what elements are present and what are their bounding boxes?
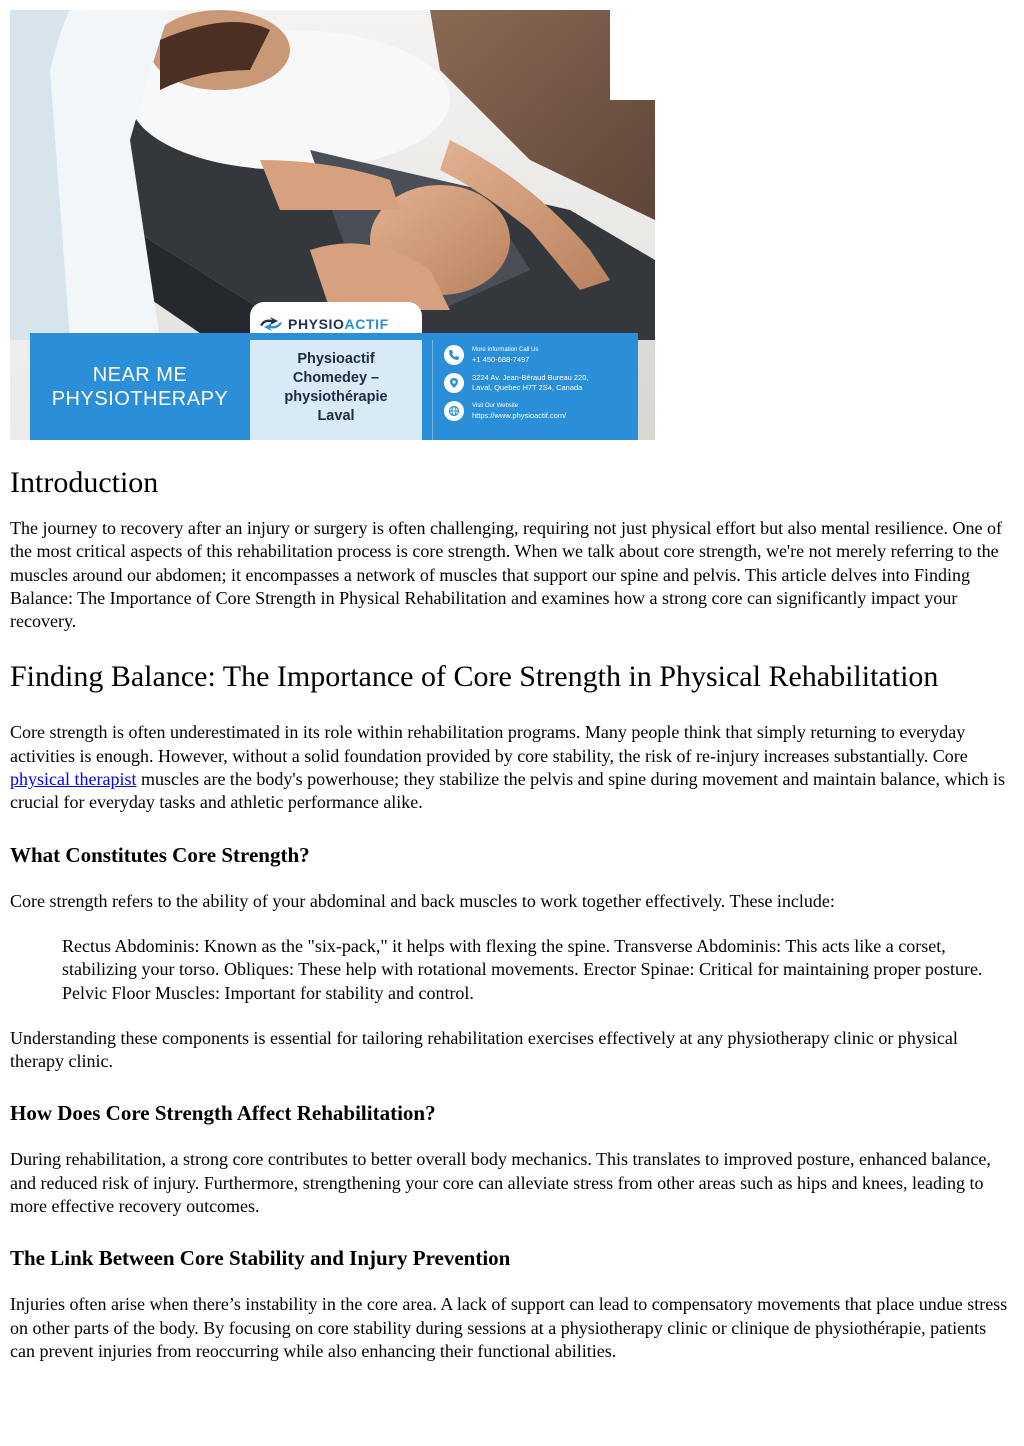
address-line-2: Laval, Quebec H7T 2S4, Canada <box>472 383 583 392</box>
logo-suffix: ACTIF <box>344 316 389 332</box>
logo-swoosh-icon <box>258 317 284 331</box>
physiotherapy-photo <box>10 10 655 340</box>
section-injury-prevention-paragraph: Injuries often arise when there’s instability in the core area. A lack of support can lead to compensatory movements that place undue stress on other parts of the body. By focusing on core stability during sessions at a physiotherapy clinic or clinique de physiothérapie, patients can prevent injuries from reoccurring while also enhancing their functional abilities. <box>10 1294 1008 1361</box>
website-value: https://www.physioactif.com/ <box>472 411 567 420</box>
hero-banner-image <box>10 10 655 440</box>
globe-icon <box>444 401 464 421</box>
website-label: Visit Our Website <box>472 403 519 409</box>
clinic-line-2: Chomedey – <box>292 370 380 386</box>
headline-line-1: NEAR ME <box>92 363 188 386</box>
main-paragraph-end: muscles are the body's powerhouse; they stabilize the pelvis and spine during movement and maintain balance, which is crucial for everyday tasks and athletic performance alike. <box>10 769 1005 813</box>
section-what-constitutes-followup: Understanding these components is essential for tailoring rehabilitation exercises effectively at any physiotherapy clinic or physical therapy clinic. <box>10 1027 958 1072</box>
core-muscles-list: Rectus Abdominis: Known as the "six-pack," it helps with flexing the spine. Transverse Abdominis: This acts like a corset, stabilizing your torso. Obliques: These help with rotational movements. Erector Spinae: Critical for maintaining proper posture. Pelvic Floor Muscles: Important for stability and control. <box>62 935 983 1003</box>
contact-info <box>444 345 634 429</box>
intro-heading: Introduction <box>10 466 159 499</box>
contact-address <box>444 373 634 393</box>
logo-prefix: PHYSIO <box>288 316 345 332</box>
clinic-name <box>250 350 422 426</box>
banner-divider <box>432 340 433 440</box>
section-how-affects-heading: How Does Core Strength Affect Rehabilitation? <box>10 1101 436 1126</box>
headline-line-2: PHYSIOTHERAPY <box>51 387 229 410</box>
section-what-constitutes-heading: What Constitutes Core Strength? <box>10 842 310 867</box>
section-injury-prevention-heading: The Link Between Core Stability and Injury Prevention <box>10 1246 511 1271</box>
intro-paragraph: The journey to recovery after an injury or surgery is often challenging, requiring not just physical effort but also mental resilience. One of the most critical aspects of this rehabilitation process is core strength. When we talk about core strength, we're not merely referring to the muscles around our abdomen; it encompasses a network of muscles that support our spine and pelvis. This article delves into Finding Balance: The Importance of Core Strength in Physical Rehabilitation and examines how a strong core can significantly impact your recovery. <box>10 518 1003 632</box>
article-page <box>10 10 1010 1363</box>
physical-therapist-link[interactable]: physical therapist <box>10 769 137 790</box>
clinic-line-4: Laval <box>317 408 355 424</box>
clinic-line-3: physiothérapie <box>284 389 388 405</box>
phone-icon <box>444 345 464 365</box>
main-heading: Finding Balance: The Importance of Core Strength in Physical Rehabilitation <box>10 660 939 694</box>
banner-headline <box>30 333 250 440</box>
main-paragraph <box>10 721 1010 814</box>
address-line-1: 3224 Av. Jean-Béraud Bureau 220, <box>472 373 589 382</box>
section-what-constitutes-paragraph: Core strength refers to the ability of your abdominal and back muscles to work together effectively. These include: <box>10 890 835 911</box>
clinic-line-1: Physioactif <box>297 351 375 367</box>
phone-value: +1 450-688-7497 <box>472 355 530 364</box>
location-pin-icon <box>444 373 464 393</box>
main-paragraph-start: Core strength is often underestimated in its role within rehabilitation programs. Many people think that simply returning to everyday activities is enough. However, without a solid foundation provided by core stability, the risk of re-injury increases substantially. Core <box>10 722 968 766</box>
contact-phone <box>444 345 634 365</box>
physioactif-logo <box>258 316 389 332</box>
section-how-affects-paragraph: During rehabilitation, a strong core contributes to better overall body mechanics. This translates to improved posture, enhanced balance, and reduced risk of injury. Furthermore, strengthening your core can alleviate stress from other areas such as hips and knees, leading to more effective recovery outcomes. <box>10 1149 991 1217</box>
phone-label: More Information Call Us <box>472 347 539 353</box>
contact-website <box>444 401 634 421</box>
